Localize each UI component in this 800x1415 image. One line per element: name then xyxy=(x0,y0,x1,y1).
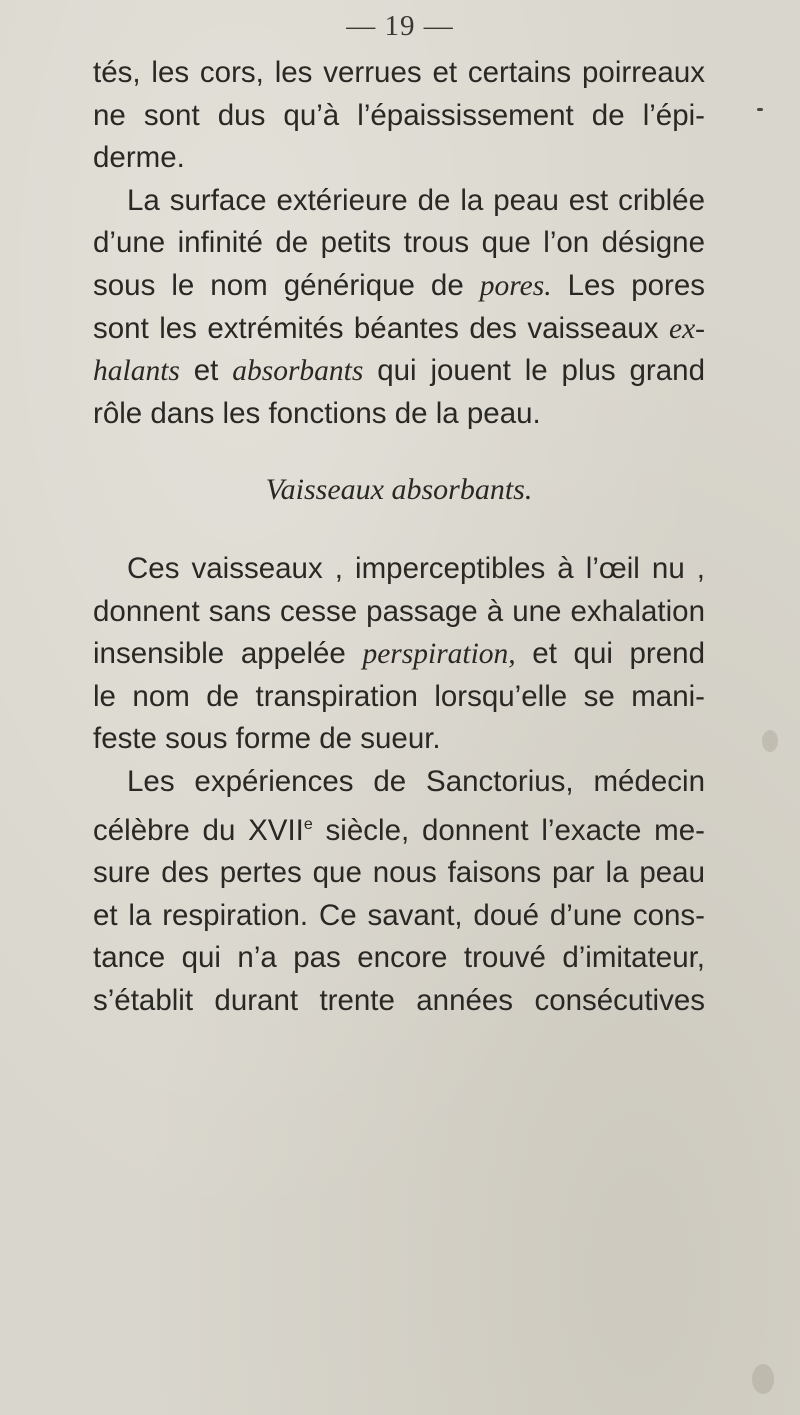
text-line: tance qui n’a pas encore trouvé d’imitateur, xyxy=(93,941,705,975)
text-line xyxy=(93,308,705,351)
paragraph-4 xyxy=(93,761,705,1022)
superscript: e xyxy=(303,815,313,833)
text-line: feste sous forme de sueur. xyxy=(93,722,441,756)
italic-term: absorbants xyxy=(232,355,364,388)
paragraph-3 xyxy=(93,548,705,761)
page-number: — 19 — xyxy=(346,10,454,42)
text-run: et qui prend xyxy=(515,637,705,671)
text-run: sous le nom générique de xyxy=(93,268,480,302)
margin-mark xyxy=(757,108,763,111)
text-run: siècle, donnent l’exacte me- xyxy=(312,813,705,847)
italic-term: halants xyxy=(93,355,180,388)
body-text xyxy=(93,52,705,1022)
text-line: La surface extérieure de la peau est criblée xyxy=(127,183,705,217)
paragraph-1 xyxy=(93,52,705,180)
text-line xyxy=(93,633,705,676)
text-line xyxy=(93,804,705,852)
text-run: Les pores xyxy=(551,268,705,302)
text-line xyxy=(93,350,705,393)
text-line: ne sont dus qu’à l’épaississement de l’épi- xyxy=(93,98,705,132)
text-line: Les expériences de Sanctorius, médecin xyxy=(127,764,705,798)
text-line xyxy=(93,265,705,308)
text-line: derme. xyxy=(93,141,185,175)
text-line: le nom de transpiration lorsqu’elle se mani- xyxy=(93,679,705,713)
text-line: et la respiration. Ce savant, doué d’une cons- xyxy=(93,898,705,932)
text-run: célèbre du XVII xyxy=(93,813,304,847)
italic-term: ex- xyxy=(668,312,705,345)
paragraph-2 xyxy=(93,180,705,436)
text-run: et xyxy=(179,354,233,388)
text-line: s’établit durant trente années consécutives xyxy=(93,983,705,1017)
text-line: donnent sans cesse passage à une exhalation xyxy=(93,594,705,628)
text-line: tés, les cors, les verrues et certains poirreaux xyxy=(93,56,705,89)
italic-term: pores. xyxy=(479,269,552,302)
text-run: insensible appelée xyxy=(93,637,363,671)
text-line: rôle dans les fonctions de la peau. xyxy=(93,396,541,430)
italic-term: perspiration, xyxy=(362,638,516,671)
text-line: d’une infinité de petits trous que l’on désigne xyxy=(93,226,705,260)
paper-stain xyxy=(762,730,778,752)
section-heading: Vaisseaux absorbants. xyxy=(265,473,533,507)
text-line: Ces vaisseaux , imperceptibles à l’œil nu , xyxy=(127,551,705,585)
text-run: sont les extrémités béantes des vaisseaux xyxy=(93,311,669,345)
paper-stain xyxy=(752,1364,774,1394)
text-run: qui jouent le plus grand xyxy=(363,354,705,388)
text-line: sure des pertes que nous faisons par la peau xyxy=(93,855,705,889)
